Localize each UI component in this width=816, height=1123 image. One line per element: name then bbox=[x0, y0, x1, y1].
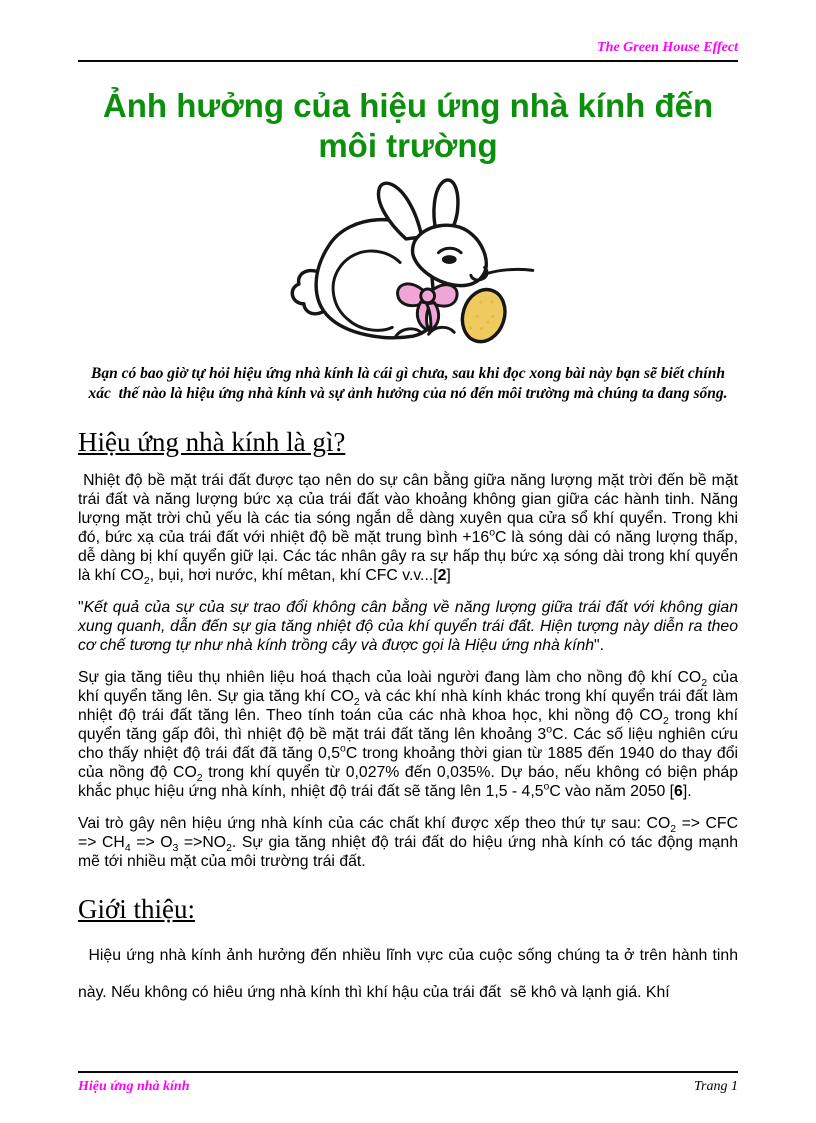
footer-document-title: Hiệu ứng nhà kính bbox=[78, 1079, 190, 1094]
section-heading-what-is-greenhouse: Hiệu ứng nhà kính là gì? bbox=[78, 427, 346, 457]
paragraph-definition-quote: "Kết quả của sự của sự trao đổi không cân bằng về năng lượng giữa trái đất với không gian xung quanh, dẫn đến sự gia tăng nhiệt độ của khí quyển trái đất. Hiện tượng này diễn ra theo cơ chế tương tự như nhà kính trồng cây và được gọi là Hiệu ứng nhà kính". bbox=[78, 599, 743, 654]
page-header-title: The Green House Effect bbox=[597, 40, 738, 55]
easter-bunny-egg-illustration bbox=[279, 176, 537, 348]
bunny-whisker bbox=[488, 269, 533, 273]
paragraph-gas-ranking: Vai trò gây nên hiệu ứng nhà kính của các chất khí được xếp theo thứ tự sau: $CO_2$ => CFC => $CH_4 => O_3 =>NO_2$. Sự gia tăng nhiệt độ trái đất do hiệu ứng nhà kính có tác động mạnh mẽ tới nhiều mặt của môi trường trái đất. bbox=[78, 815, 743, 870]
footer-rule bbox=[78, 1071, 738, 1073]
paragraph-co2-increase: Sự gia tăng tiêu thụ nhiên liệu hoá thạch của loài người đang làm cho nồng độ khí $CO_2$ của khí quyển tăng lên. Sự gia tăng khí $CO_2$ và các khí nhà kính khác trong khí quyển trái đất làm nhiệt độ trái đất tăng lên. Theo tính toán của các nhà khoa học, khi nồng độ $CO_2$ trong khí quyển tăng gấp đôi, thì nhiệt độ bề mặt trái đất tăng lên khoảng 3$^o$C. Các số liệu nghiên cứu cho thấy nhiệt độ trái đất đã tăng 0,5$^o$C trong khoảng thời gian từ 1885 đến 1940 do thay đổi của nồng độ $CO_2$ trong khí quyển từ 0,027% đến 0,035%. Dự báo, nếu không có biện pháp khắc phục hiệu ứng nhà kính, nhiệt độ trái đất sẽ tăng lên 1,5 - 4,5$^o$C vào năm 2050 [6]. bbox=[78, 669, 743, 800]
header-rule bbox=[78, 60, 738, 62]
bunny-figure bbox=[279, 176, 537, 348]
lead-paragraph: Bạn có bao giờ tự hỏi hiệu ứng nhà kính là cái gì chưa, sau khi đọc xong bài này bạn sẽ biết chính xác thế nào là hiệu ứng nhà kính và sự ảnh hưởng của nó đến môi trường mà chúng ta đang sống. bbox=[88, 365, 729, 402]
page-footer bbox=[78, 1071, 738, 1095]
footer-row bbox=[78, 1079, 738, 1095]
page-title: Ảnh hưởng của hiệu ứng nhà kính đến môi trường bbox=[102, 87, 714, 164]
section-heading-introduction: Giới thiệu: bbox=[78, 894, 196, 924]
footer-page-number: Trang 1 bbox=[694, 1079, 738, 1094]
egg-icon bbox=[456, 284, 512, 347]
paragraph-introduction: Hiệu ứng nhà kính ảnh hưởng đến nhiều lĩnh vực của cuộc sống chúng ta ở trên hành tinh này. Nếu không có hiêu ứng nhà kính thì khí hậu của trái đất sẽ khô và lạnh giá. Khí bbox=[78, 947, 743, 1001]
bunny-eye bbox=[442, 255, 457, 264]
paragraph-energy-balance: Nhiệt độ bề mặt trái đất được tạo nên do sự cân bằng giữa năng lượng mặt trời đến bề mặt trái đất và năng lượng bức xạ của trái đất vào khoảng không gian giữa các hành tinh. Năng lượng mặt trời chủ yếu là các tia sóng ngắn dễ dàng xuyên qua cửa sổ khí quyển. Trong khi đó, bức xạ của trái đất với nhiệt độ bề mặt trung bình $+16^oC$ là sóng dài có năng lượng thấp, dễ dàng bị khí quyển giữ lại. Các tác nhân gây ra sự hấp thụ bức xạ sóng dài trong khí quyển là khí $CO_2$, bụi, hơi nước, khí mêtan, khí CFC v.v...[2] bbox=[78, 472, 743, 588]
